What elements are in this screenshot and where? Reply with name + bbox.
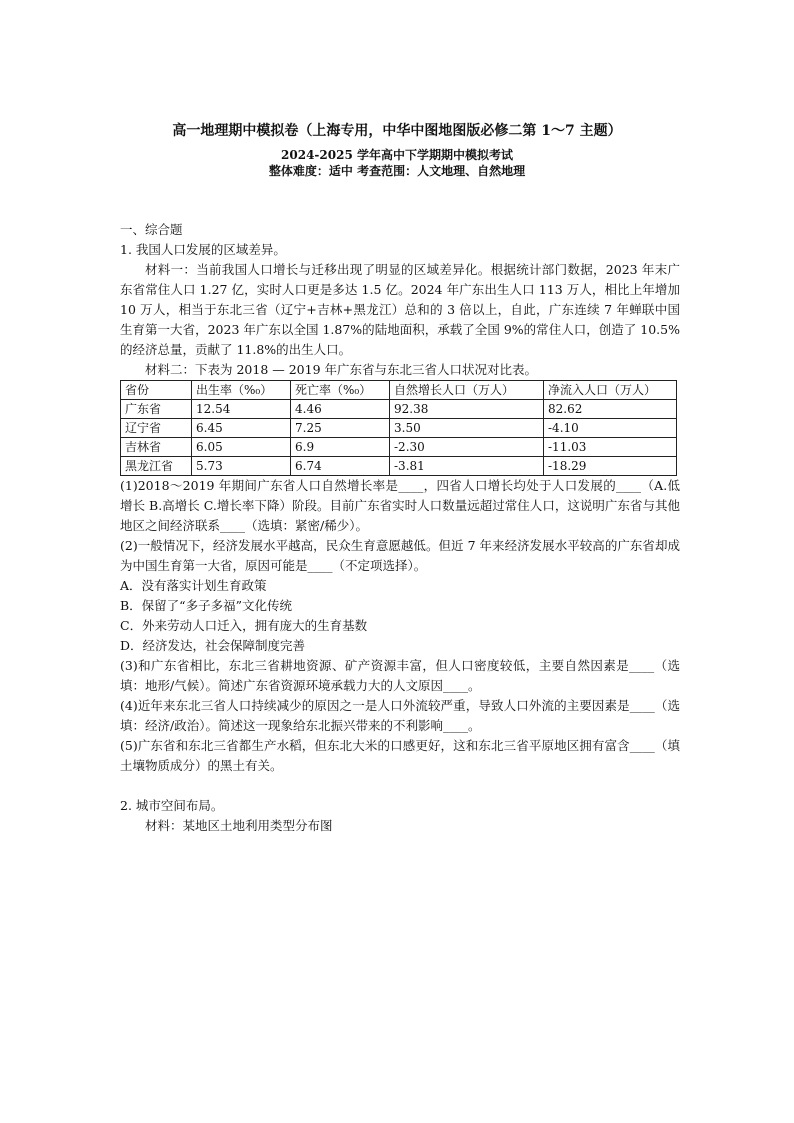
table-cell: 黑龙江省 xyxy=(121,457,192,476)
option-b: B．保留了“多子多福”文化传统 xyxy=(120,598,292,613)
table-cell: 6.74 xyxy=(291,457,390,476)
table-cell: -3.81 xyxy=(390,457,544,476)
exam-subtitle: 2024-2025 学年高中下学期期中模拟考试 xyxy=(281,148,513,162)
q1-sub-4: (4)近年来东北三省人口持续减少的原因之一是人口外流较严重，导致人口外流的主要因素是____（选填：经济/政治）。简述这一现象给东北振兴带来的不利影响____。 xyxy=(120,698,680,733)
table-cell: 6.45 xyxy=(192,419,291,438)
table-row xyxy=(121,457,677,476)
option-d: D．经济发达，社会保障制度完善 xyxy=(120,638,306,653)
table-header-cell: 省份 xyxy=(121,381,192,400)
spacer xyxy=(120,776,680,796)
table-cell: 广东省 xyxy=(121,400,192,419)
table-cell: 6.9 xyxy=(291,438,390,457)
table-cell: -4.10 xyxy=(544,419,677,438)
exam-meta: 整体难度：适中 考查范围：人文地理、自然地理 xyxy=(268,164,526,178)
q1-stem: 1. 我国人口发展的区域差异。 xyxy=(120,242,286,257)
exam-title: 高一地理期中模拟卷（上海专用，中华中图地图版必修二第 1～7 主题） xyxy=(172,123,622,139)
table-row xyxy=(121,400,677,419)
population-table xyxy=(120,380,677,476)
table-row xyxy=(121,438,677,457)
q2-stem: 2. 城市空间布局。 xyxy=(120,798,224,813)
option-c: C．外来劳动人口迁入，拥有庞大的生育基数 xyxy=(120,618,368,633)
table-cell: 3.50 xyxy=(390,419,544,438)
q1-material-1: 材料一：当前我国人口增长与迁移出现了明显的区域差异化。根据统计部门数据，2023 年末广东省常住人口 1.27 亿，实时人口更是多达 1.5 亿。2024 年广东出生人口 113 万人，相比上年增加 10 万人，相当于东北三省（辽宁+吉林+黑龙江）总和的 3 倍以上，自此，广东连续 7 年蝉联中国生育第一大省，2023 年广东以全国 1.87%的陆地面积，承载了全国 9%的常住人口，创造了 10.5%的经济总量，贡献了 11.8%的出生人口。 xyxy=(120,262,680,357)
table-cell: -2.30 xyxy=(390,438,544,457)
q1-sub-5: (5)广东省和东北三省都生产水稻，但东北大米的口感更好，这和东北三省平原地区拥有富含____（填土壤物质成分）的黑土有关。 xyxy=(120,738,680,773)
option-a: A．没有落实计划生育政策 xyxy=(120,578,267,593)
table-cell: -18.29 xyxy=(544,457,677,476)
q2-material: 材料：某地区土地利用类型分布图 xyxy=(145,818,333,833)
table-cell: 6.05 xyxy=(192,438,291,457)
table-header-cell: 死亡率（%₀） xyxy=(291,381,390,400)
q1-sub-1: (1)2018～2019 年期间广东省人口自然增长率是____，四省人口增长均处于人口发展的____（A.低增长 B.高增长 C.增长率下降）阶段。目前广东省实时人口数量远超过常住人口，这说明广东省与其他地区之间经济联系____（选填：紧密/稀少）。 xyxy=(120,478,680,533)
table-header-cell: 自然增长人口（万人） xyxy=(390,381,544,400)
section-heading: 一、综合题 xyxy=(120,222,183,237)
table-cell: 82.62 xyxy=(544,400,677,419)
q1-sub-2: (2)一般情况下，经济发展水平越高，民众生育意愿越低。但近 7 年来经济发展水平较高的广东省却成为中国生育第一大省，原因可能是____（不定项选择）。 xyxy=(120,538,680,573)
table-cell: 92.38 xyxy=(390,400,544,419)
table-cell: 5.73 xyxy=(192,457,291,476)
table-cell: 辽宁省 xyxy=(121,419,192,438)
table-header-row xyxy=(121,381,677,400)
table-row xyxy=(121,419,677,438)
table-cell: 12.54 xyxy=(192,400,291,419)
table-cell: -11.03 xyxy=(544,438,677,457)
table-cell: 7.25 xyxy=(291,419,390,438)
exam-content xyxy=(120,220,680,836)
q1-sub-3: (3)和广东省相比，东北三省耕地资源、矿产资源丰富，但人口密度较低，主要自然因素是____（选填：地形/气候）。简述广东省资源环境承载力大的人文原因____。 xyxy=(120,658,680,693)
q1-material-2: 材料二：下表为 2018 — 2019 年广东省与东北三省人口状况对比表。 xyxy=(145,362,538,377)
table-header-cell: 净流入人口（万人） xyxy=(544,381,677,400)
table-cell: 吉林省 xyxy=(121,438,192,457)
table-header-cell: 出生率（%₀） xyxy=(192,381,291,400)
table-cell: 4.46 xyxy=(291,400,390,419)
